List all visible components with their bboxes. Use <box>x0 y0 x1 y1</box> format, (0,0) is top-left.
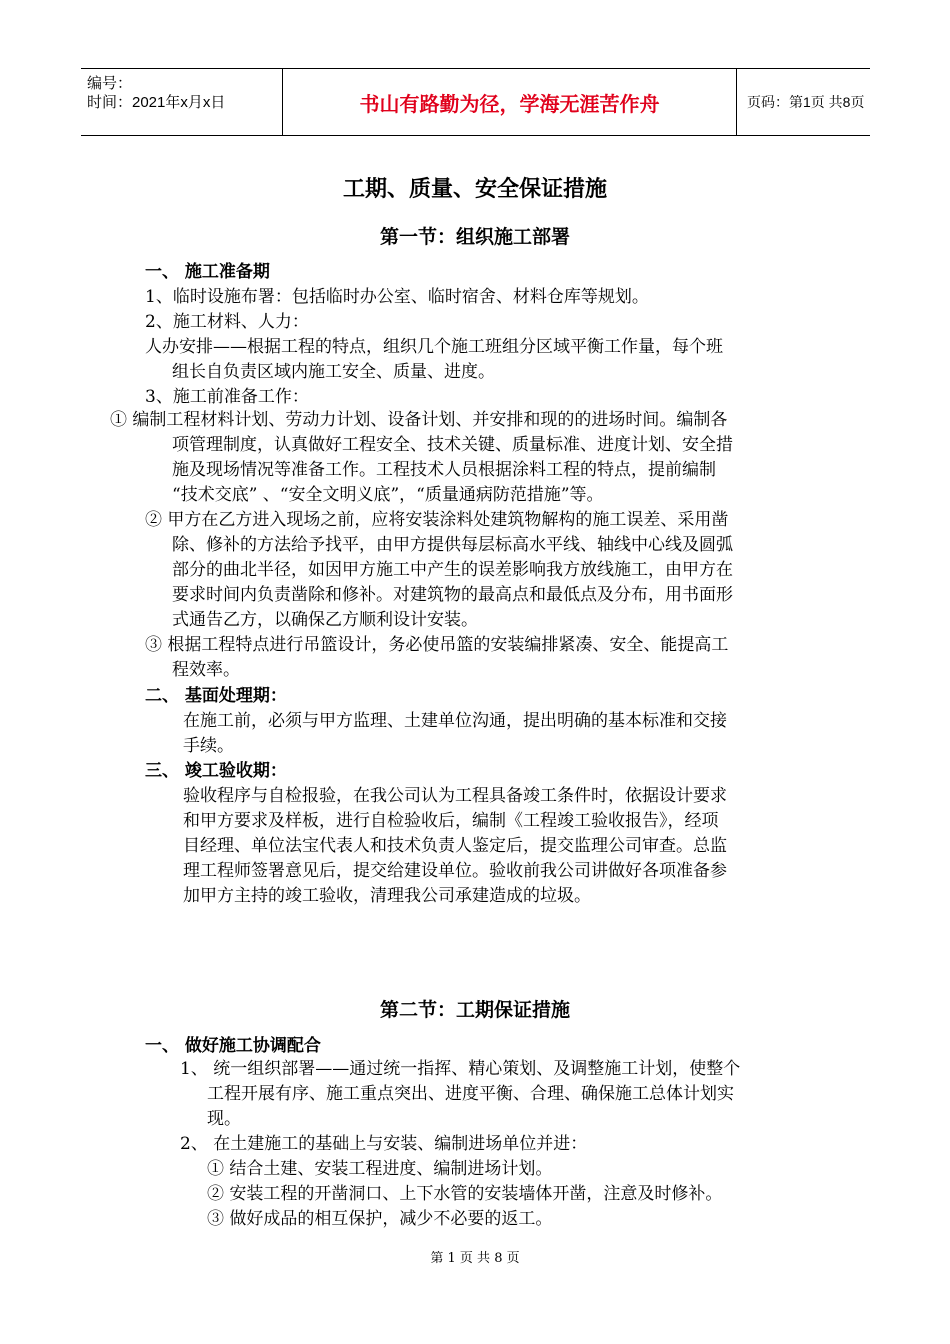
s1-h3-line-e: 加甲方主持的竣工验收，清理我公司承建造成的垃圾。 <box>183 886 591 906</box>
s1-item2-a: ② 甲方在乙方进入现场之前，应将安装涂料处建筑物解构的施工误差、采用凿 <box>145 510 729 530</box>
page-footer: 第 1 页 共 8 页 <box>430 1251 520 1266</box>
s1-item3-b: 程效率。 <box>172 660 240 680</box>
s1-heading-3: 三、 竣工验收期： <box>145 761 287 781</box>
number-label: 编号： <box>87 75 133 92</box>
s1-heading-1: 一、 施工准备期 <box>145 262 270 282</box>
s1-item1-c: 施及现场情况等准备工作。工程技术人员根据涂料工程的特点，提前编制 <box>172 460 716 480</box>
s1-item1-d: “技术交底” 、“安全文明义底”，“质量通病防范措施”等。 <box>172 485 604 505</box>
motto: 书山有路勤为径，学海无涯苦作舟 <box>359 91 660 116</box>
s1-h3-line-d: 理工程师签署意见后，提交给建设单位。验收前我公司讲做好各项准备参 <box>183 861 727 881</box>
s1-item1-a: ① 编制工程材料计划、劳动力计划、设备计划、并安排和现的的进场时间。编制各 <box>110 410 728 430</box>
s2-subitem-3: ③ 做好成品的相互保护，减少不必要的返工。 <box>207 1209 553 1229</box>
document-title: 工期、质量、安全保证措施 <box>342 177 607 202</box>
time-label: 时间：2021年x月x日 <box>87 94 226 111</box>
s1-line-2: 2、施工材料、人力： <box>145 312 309 332</box>
header-right-cell <box>737 69 870 135</box>
s1-heading-2: 二、 基面处理期： <box>145 686 287 706</box>
s1-line-3b: 组长自负责区域内施工安全、质量、进度。 <box>172 362 495 382</box>
page-header <box>81 68 870 136</box>
header-middle-cell <box>283 69 737 135</box>
s2-subitem-1: ① 结合土建、安装工程进度、编制进场计划。 <box>207 1159 553 1179</box>
s2-item1-c: 现。 <box>207 1109 241 1129</box>
header-left-cell <box>81 69 283 135</box>
s1-item2-c: 部分的曲北半径，如因甲方施工中产生的误差影响我方放线施工，由甲方在 <box>172 560 733 580</box>
s1-item2-b: 除、修补的方法给予找平，由甲方提供每层标高水平线、轴线中心线及圆弧 <box>172 535 733 555</box>
section2-title: 第二节：工期保证措施 <box>379 999 570 1021</box>
s2-item2: 2、 在土建施工的基础上与安装、编制进场单位并进： <box>180 1134 588 1154</box>
s2-item1-b: 工程开展有序、施工重点突出、进度平衡、合理、确保施工总体计划实 <box>207 1084 734 1104</box>
s1-line-3a: 人办安排——根据工程的特点，组织几个施工班组分区域平衡工作量，每个班 <box>145 337 723 357</box>
s1-line-1: 1、临时设施布署：包括临时办公室、临时宿舍、材料仓库等规划。 <box>145 287 649 307</box>
page-label: 页码：第1页 共8页 <box>747 94 865 110</box>
s2-heading-1: 一、 做好施工协调配合 <box>145 1036 321 1056</box>
s2-subitem-2: ② 安装工程的开凿洞口、上下水管的安装墙体开凿，注意及时修补。 <box>207 1184 723 1204</box>
s1-line-4: 3、施工前准备工作： <box>145 387 309 407</box>
s1-item2-d: 要求时间内负责凿除和修补。对建筑物的最高点和最低点及分布，用书面形 <box>172 585 733 605</box>
s1-item1-b: 项管理制度，认真做好工程安全、技术关键、质量标准、进度计划、安全措 <box>172 435 733 455</box>
s1-item3-a: ③ 根据工程特点进行吊篮设计，务必使吊篮的安装编排紧凑、安全、能提高工 <box>145 635 729 655</box>
s1-h3-line-b: 和甲方要求及样板，进行自检验收后，编制《工程竣工验收报告》，经项 <box>183 811 719 831</box>
s2-item1-a: 1、 统一组织部署——通过统一指挥、精心策划、及调整施工计划，使整个 <box>180 1059 741 1079</box>
section1-title: 第一节：组织施工部署 <box>379 226 570 248</box>
s1-h2-line-b: 手续。 <box>183 736 234 756</box>
s1-h3-line-c: 目经理、单位法宝代表人和技术负责人鉴定后，提交监理公司审查。总监 <box>183 836 727 856</box>
s1-h2-line-a: 在施工前，必须与甲方监理、土建单位沟通，提出明确的基本标准和交接 <box>183 711 727 731</box>
s1-item2-e: 式通告乙方，以确保乙方顺利设计安装。 <box>172 610 478 630</box>
s1-h3-line-a: 验收程序与自检报验，在我公司认为工程具备竣工条件时，依据设计要求 <box>183 786 727 806</box>
